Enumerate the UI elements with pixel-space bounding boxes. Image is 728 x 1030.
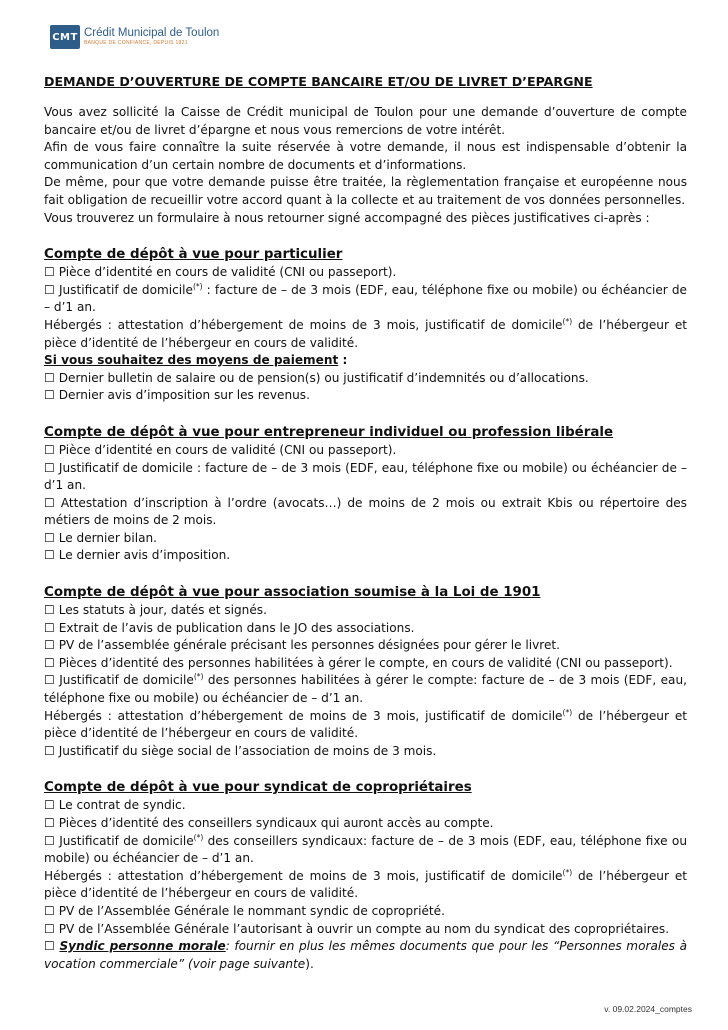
intro-paragraph-4: Vous trouverez un formulaire à nous retourner signé accompagné des pièces justificatives ci-après :: [44, 210, 650, 225]
checklist-item: ☐ Le contrat de syndic.: [44, 798, 186, 813]
checkbox-icon[interactable]: ☐: [44, 816, 55, 830]
checkbox-icon[interactable]: ☐: [44, 620, 55, 635]
checklist-item: ☐ PV de l’Assemblée Générale l’autorisant à ouvrir un compte au nom du syndicat des copropriétaires.: [44, 921, 670, 936]
version-footer: v. 09.02.2024_comptes: [604, 1004, 692, 1014]
checkbox-icon[interactable]: ☐: [44, 939, 55, 954]
checklist-item: ☐ Attestation d’inscription à l’ordre (avocats…) de moins de 2 mois ou extrait Kbis ou répertoire des métiers de moins de 2 mois.: [44, 495, 687, 528]
logo-tagline: BANQUE DE CONFIANCE, DEPUIS 1821: [84, 40, 188, 47]
checkbox-icon[interactable]: ☐: [44, 460, 55, 475]
checkbox-icon[interactable]: ☐: [44, 743, 55, 758]
section-particulier: [44, 246, 687, 405]
checkbox-icon[interactable]: ☐: [44, 655, 55, 670]
checkbox-icon[interactable]: ☐: [44, 603, 55, 618]
intro-paragraph-2: Afin de vous faire connaître la suite réservée à votre demande, il nous est indispensable d’obtenir la communication d’un certain nombre de documents et d’informations.: [44, 140, 687, 172]
checklist-item: ☐ Justificatif du siège social de l’association de moins de 3 mois.: [44, 743, 437, 758]
section-title: Compte de dépôt à vue pour syndicat de copropriétaires: [44, 780, 472, 796]
checkbox-icon[interactable]: ☐: [44, 903, 55, 918]
section-title: Compte de dépôt à vue pour entrepreneur individuel ou profession libérale: [44, 424, 614, 440]
checklist-item: ☐ Dernier avis d’imposition sur les revenus.: [44, 388, 310, 403]
checkbox-icon[interactable]: ☐: [44, 798, 55, 813]
checklist-item: ☐ Le dernier bilan.: [44, 530, 157, 545]
syndic-morale-label: Syndic personne morale: [59, 939, 226, 954]
heberges-note: Hébergés : attestation d’hébergement de moins de 3 mois, justificatif de domicile(*) de l’hébergeur et pièce d’identité de l’hébergeur en cours de validité.: [44, 316, 688, 350]
checkbox-icon[interactable]: ☐: [44, 388, 55, 403]
footnote-mark: (*): [562, 707, 573, 717]
checklist-item: ☐ Justificatif de domicile(*) des personnes habilitées à gérer le compte: facture de – de 3 mois (EDF, eau, téléphone fixe ou mobile) ou échéancier de – d’1 an.: [44, 672, 687, 706]
document-title: DEMANDE D’OUVERTURE DE COMPTE BANCAIRE ET/OU DE LIVRET D’EPARGNE: [44, 74, 593, 89]
checkbox-icon[interactable]: ☐: [44, 673, 55, 688]
checklist-item: ☐ Dernier bulletin de salaire ou de pension(s) ou justificatif d’indemnités ou d’allocations.: [44, 370, 589, 385]
checkbox-icon[interactable]: ☐: [44, 495, 55, 510]
section-title: Compte de dépôt à vue pour association soumise à la Loi de 1901: [44, 585, 541, 601]
checkbox-icon[interactable]: ☐: [44, 548, 55, 563]
checklist-item: ☐ PV de l’assemblée générale précisant les personnes désignées pour gérer le livret.: [44, 638, 561, 653]
heberges-note: Hébergés : attestation d’hébergement de moins de 3 mois, justificatif de domicile(*) de l’hébergeur et pièce d’identité de l’hébergeur en cours de validité.: [44, 707, 688, 741]
section-association: [44, 584, 687, 760]
heberges-note: Hébergés : attestation d’hébergement de moins de 3 mois, justificatif de domicile(*) de l’hébergeur et pièce d’identité de l’hébergeur en cours de validité.: [44, 867, 688, 901]
checklist-item: ☐ Syndic personne morale: fournir en plus les mêmes documents que pour les “Personnes morales à vocation commerciale” (voir page suivante).: [44, 939, 687, 971]
logo: [50, 24, 219, 50]
checkbox-icon[interactable]: ☐: [44, 265, 55, 280]
checklist-item: ☐ Justificatif de domicile : facture de – de 3 mois (EDF, eau, téléphone fixe ou mobile) ou échéancier de – d’1 an.: [44, 460, 687, 493]
footnote-mark: (*): [562, 316, 573, 326]
checklist-item: ☐ Extrait de l’avis de publication dans le JO des associations.: [44, 620, 415, 635]
checklist-item: ☐ Les statuts à jour, datés et signés.: [44, 603, 267, 618]
checkbox-icon[interactable]: ☐: [44, 282, 55, 297]
checklist-item: ☐ Justificatif de domicile(*) : facture de – de 3 mois (EDF, eau, téléphone fixe ou mobile) ou échéancier de – d’1 an.: [44, 281, 687, 315]
logo-mark: CMT: [50, 25, 80, 49]
checkbox-icon[interactable]: ☐: [44, 833, 55, 848]
footnote-mark: (*): [193, 832, 204, 842]
checkbox-icon[interactable]: ☐: [44, 638, 55, 653]
footnote-mark: (*): [192, 281, 203, 291]
checkbox-icon[interactable]: ☐: [44, 370, 55, 385]
checklist-item: ☐ Pièces d’identité des personnes habilitées à gérer le compte, en cours de validité (CNI ou passeport).: [44, 655, 673, 670]
checklist-item: ☐ Pièce d’identité en cours de validité (CNI ou passeport).: [44, 265, 397, 280]
footnote-mark: (*): [193, 672, 204, 682]
checklist-item: ☐ PV de l’Assemblée Générale le nommant syndic de copropriété.: [44, 903, 445, 918]
section-title: Compte de dépôt à vue pour particulier: [44, 247, 343, 263]
intro-paragraph-1: Vous avez sollicité la Caisse de Crédit municipal de Toulon pour une demande d’ouverture de compte bancaire et/ou de livret d’épargne et nous vous remercions de votre intérêt.: [44, 105, 687, 137]
footnote-mark: (*): [562, 867, 573, 877]
logo-name: Crédit Municipal de Toulon: [84, 26, 220, 39]
section-entrepreneur: [44, 424, 687, 565]
intro-paragraph-3: De même, pour que votre demande puisse être traitée, la règlementation française et européenne nous fait obligation de recueillir votre accord quant à la collecte et au traitement de vos données personnelles.: [44, 175, 687, 207]
checklist-item: ☐ Pièces d’identité des conseillers syndicaux qui auront accès au compte.: [44, 816, 494, 830]
checklist-item: ☐ Le dernier avis d’imposition.: [44, 548, 231, 563]
checkbox-icon[interactable]: ☐: [44, 921, 55, 936]
section-syndicat: [44, 779, 687, 973]
checklist-item: ☐ Justificatif de domicile(*) des conseillers syndicaux: facture de – de 3 mois (EDF, eau, téléphone fixe ou mobile) ou échéancier de – d’1 an.: [44, 832, 687, 866]
document-body: [44, 74, 687, 973]
checkbox-icon[interactable]: ☐: [44, 442, 55, 457]
checklist-item: ☐ Pièce d’identité en cours de validité (CNI ou passeport).: [44, 442, 397, 457]
checkbox-icon[interactable]: ☐: [44, 530, 55, 545]
payment-subheading: Si vous souhaitez des moyens de paiement :: [44, 353, 348, 368]
